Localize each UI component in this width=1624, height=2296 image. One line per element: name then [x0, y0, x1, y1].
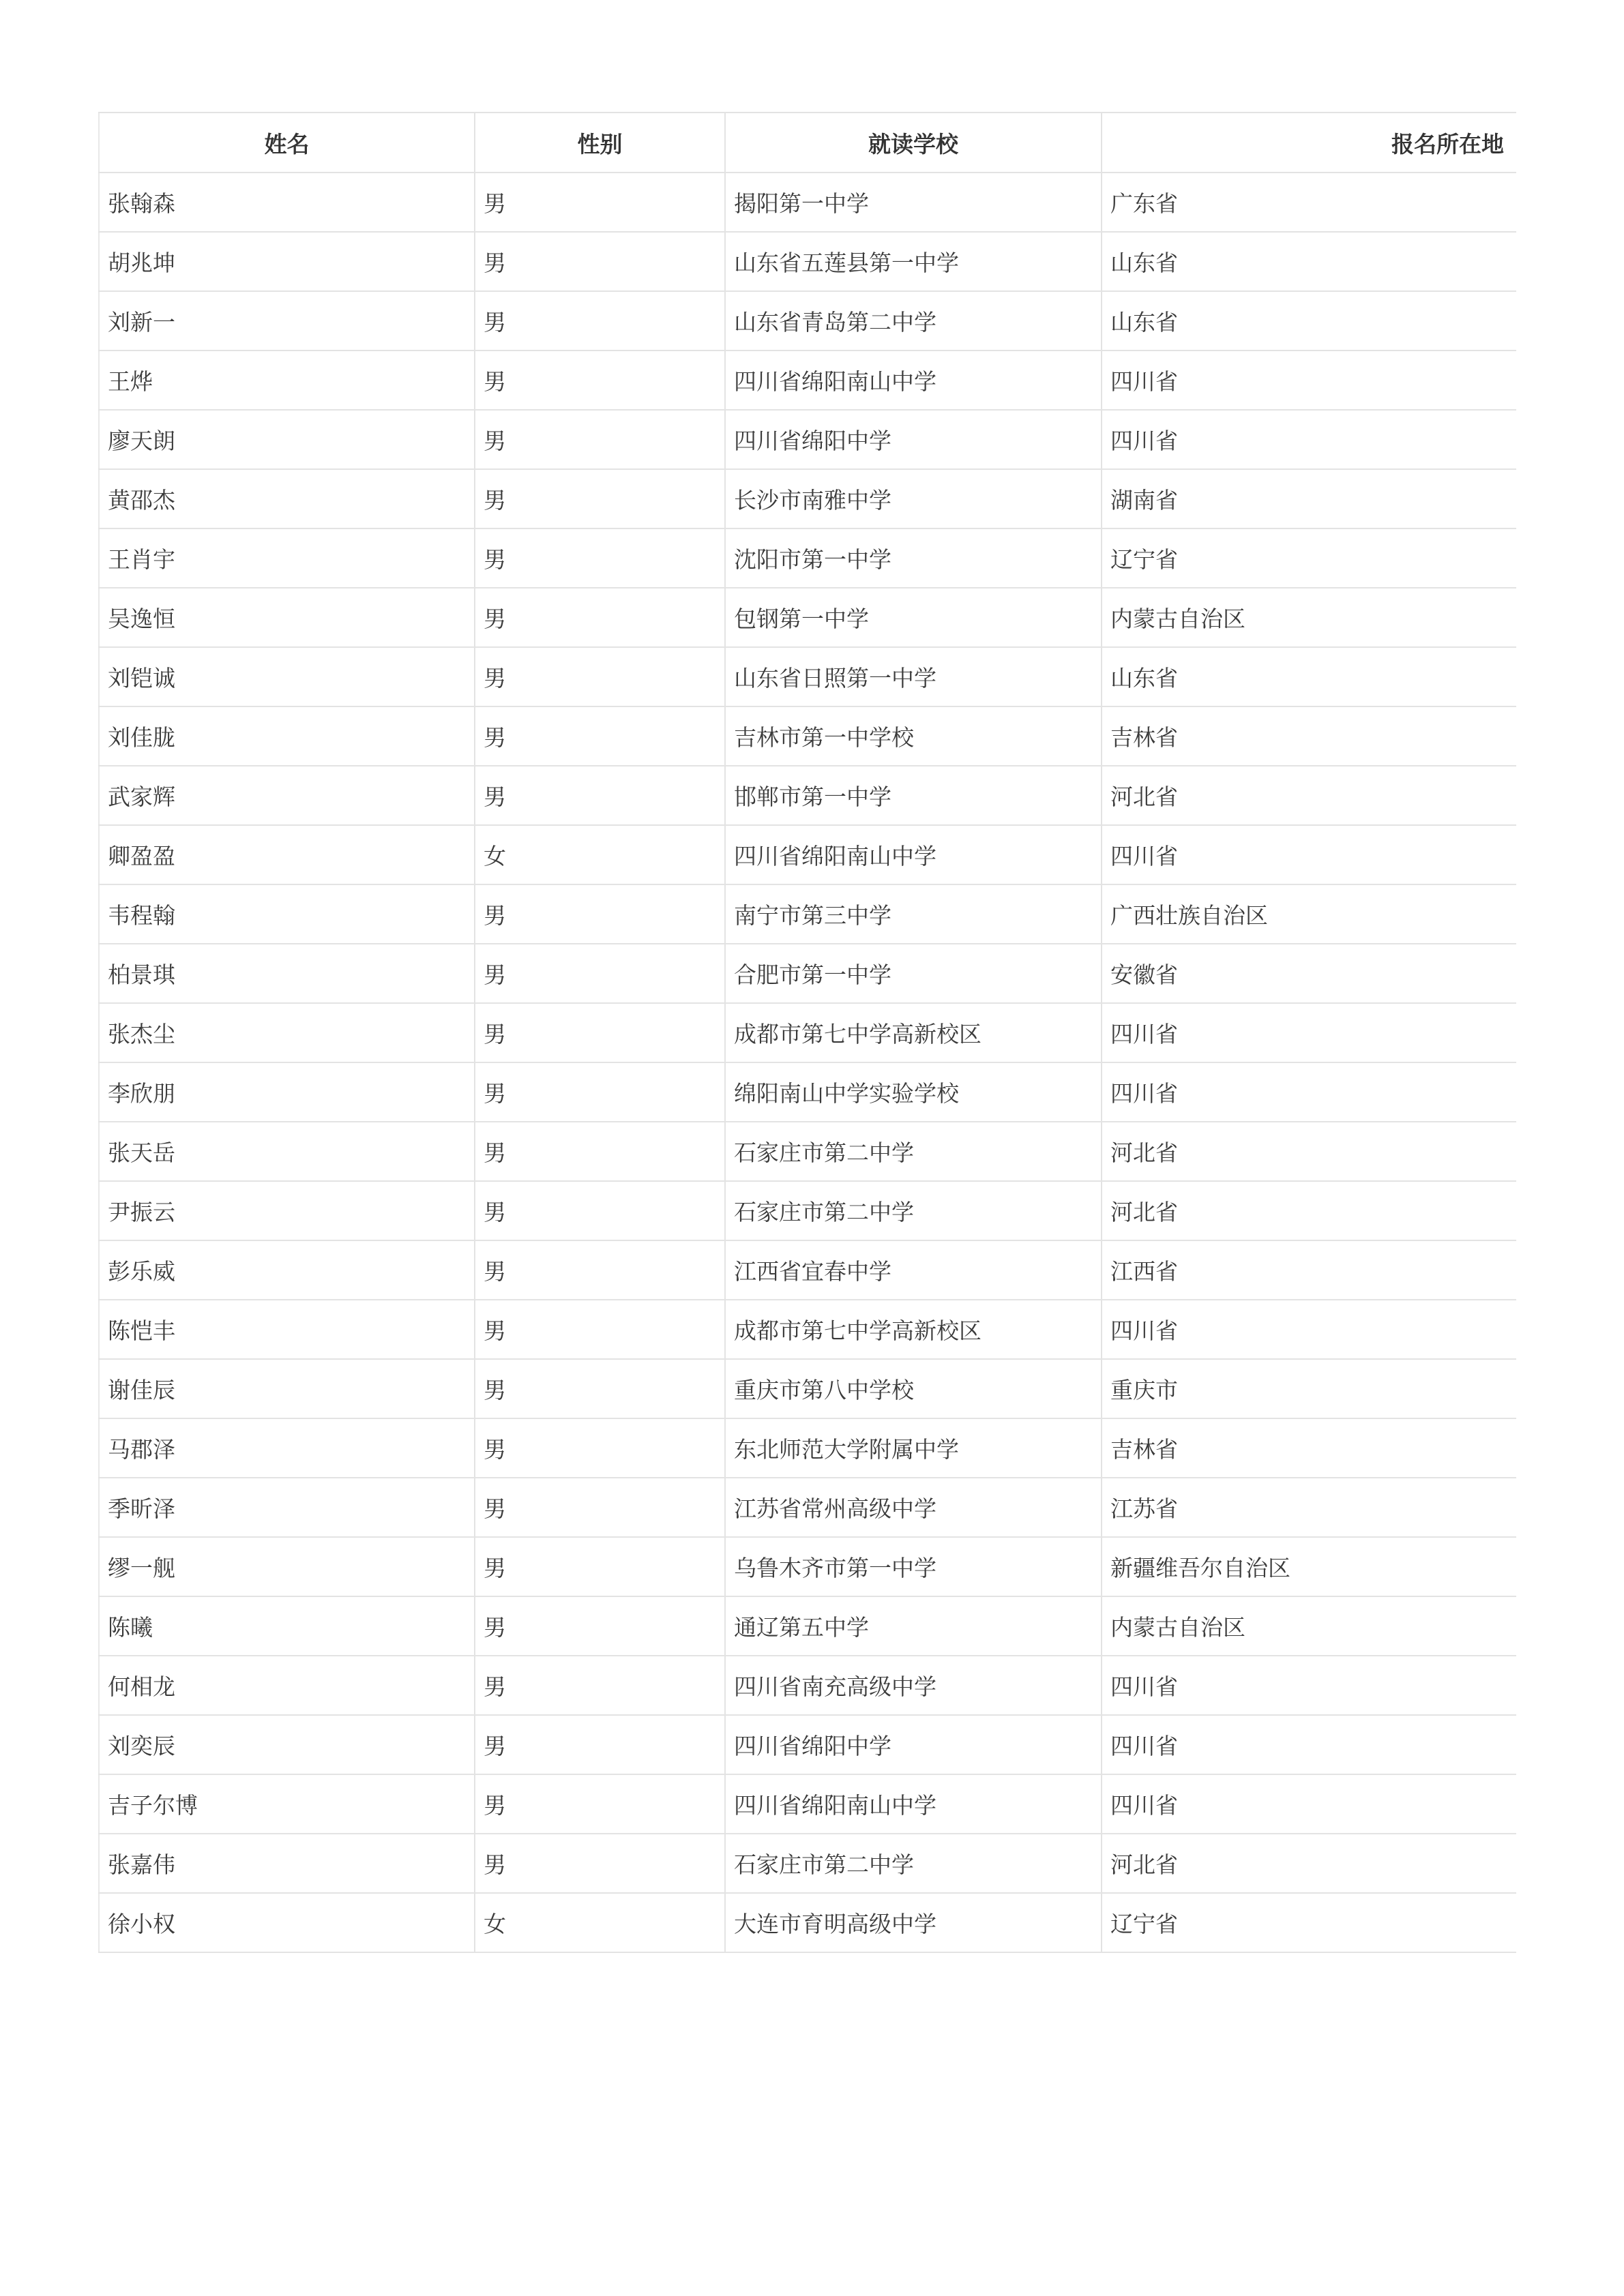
- cell-school: 重庆市第八中学校: [725, 1359, 1102, 1418]
- cell-gender: 男: [475, 173, 725, 232]
- table-row: [99, 766, 1516, 825]
- cell-school: 石家庄市第二中学: [725, 1834, 1102, 1893]
- table-row: [99, 1596, 1516, 1656]
- cell-gender: 男: [475, 232, 725, 291]
- cell-gender: 男: [475, 1240, 725, 1300]
- table-row: [99, 351, 1516, 410]
- cell-region: 内蒙古自治区: [1102, 588, 1516, 647]
- cell-region: 山东省: [1102, 647, 1516, 706]
- table-row: [99, 528, 1516, 588]
- cell-region: 广西壮族自治区: [1102, 884, 1516, 944]
- cell-region: 吉林省: [1102, 1418, 1516, 1478]
- column-header-name: 姓名: [99, 113, 475, 173]
- cell-region: 辽宁省: [1102, 528, 1516, 588]
- cell-school: 四川省南充高级中学: [725, 1656, 1102, 1715]
- cell-region: 四川省: [1102, 1300, 1516, 1359]
- cell-gender: 男: [475, 1003, 725, 1062]
- cell-school: 乌鲁木齐市第一中学: [725, 1537, 1102, 1596]
- cell-gender: 男: [475, 1418, 725, 1478]
- cell-school: 通辽第五中学: [725, 1596, 1102, 1656]
- cell-school: 山东省日照第一中学: [725, 647, 1102, 706]
- cell-name: 廖天朗: [99, 410, 475, 469]
- cell-gender: 男: [475, 1656, 725, 1715]
- cell-region: 四川省: [1102, 410, 1516, 469]
- column-header-gender: 性别: [475, 113, 725, 173]
- cell-gender: 男: [475, 647, 725, 706]
- cell-school: 四川省绵阳中学: [725, 1715, 1102, 1774]
- cell-region: 新疆维吾尔自治区: [1102, 1537, 1516, 1596]
- cell-gender: 男: [475, 1122, 725, 1181]
- cell-gender: 男: [475, 469, 725, 528]
- cell-name: 黄邵杰: [99, 469, 475, 528]
- table-row: [99, 1834, 1516, 1893]
- cell-name: 武家辉: [99, 766, 475, 825]
- cell-gender: 男: [475, 884, 725, 944]
- cell-name: 胡兆坤: [99, 232, 475, 291]
- column-header-region: 报名所在地: [1102, 113, 1516, 173]
- cell-name: 刘铠诚: [99, 647, 475, 706]
- cell-name: 谢佳辰: [99, 1359, 475, 1418]
- cell-region: 四川省: [1102, 1656, 1516, 1715]
- cell-gender: 男: [475, 1300, 725, 1359]
- cell-school: 四川省绵阳中学: [725, 410, 1102, 469]
- cell-school: 山东省青岛第二中学: [725, 291, 1102, 351]
- table-body: [99, 173, 1516, 1952]
- cell-name: 张翰森: [99, 173, 475, 232]
- cell-region: 河北省: [1102, 766, 1516, 825]
- cell-school: 南宁市第三中学: [725, 884, 1102, 944]
- cell-gender: 男: [475, 410, 725, 469]
- cell-school: 江苏省常州高级中学: [725, 1478, 1102, 1537]
- cell-school: 大连市育明高级中学: [725, 1893, 1102, 1952]
- table-row: [99, 647, 1516, 706]
- cell-school: 成都市第七中学高新校区: [725, 1003, 1102, 1062]
- table-row: [99, 884, 1516, 944]
- cell-gender: 女: [475, 825, 725, 884]
- cell-region: 吉林省: [1102, 706, 1516, 766]
- table-row: [99, 173, 1516, 232]
- cell-region: 山东省: [1102, 291, 1516, 351]
- cell-school: 石家庄市第二中学: [725, 1181, 1102, 1240]
- cell-region: 重庆市: [1102, 1359, 1516, 1418]
- cell-school: 江西省宜春中学: [725, 1240, 1102, 1300]
- cell-region: 四川省: [1102, 351, 1516, 410]
- cell-region: 四川省: [1102, 1003, 1516, 1062]
- cell-name: 刘奕辰: [99, 1715, 475, 1774]
- table-row: [99, 232, 1516, 291]
- cell-region: 河北省: [1102, 1122, 1516, 1181]
- table-row: [99, 1656, 1516, 1715]
- cell-region: 山东省: [1102, 232, 1516, 291]
- cell-gender: 男: [475, 706, 725, 766]
- cell-school: 四川省绵阳南山中学: [725, 825, 1102, 884]
- cell-name: 何相龙: [99, 1656, 475, 1715]
- cell-region: 河北省: [1102, 1181, 1516, 1240]
- cell-school: 沈阳市第一中学: [725, 528, 1102, 588]
- table-row: [99, 1774, 1516, 1834]
- cell-school: 揭阳第一中学: [725, 173, 1102, 232]
- cell-name: 缪一舰: [99, 1537, 475, 1596]
- table-row: [99, 1715, 1516, 1774]
- cell-gender: 男: [475, 1537, 725, 1596]
- table-row: [99, 291, 1516, 351]
- cell-region: 四川省: [1102, 1062, 1516, 1122]
- cell-gender: 男: [475, 291, 725, 351]
- cell-gender: 男: [475, 1715, 725, 1774]
- table-row: [99, 1418, 1516, 1478]
- cell-school: 东北师范大学附属中学: [725, 1418, 1102, 1478]
- table-row: [99, 825, 1516, 884]
- cell-region: 四川省: [1102, 1715, 1516, 1774]
- column-header-school: 就读学校: [725, 113, 1102, 173]
- cell-gender: 男: [475, 1062, 725, 1122]
- table-row: [99, 1478, 1516, 1537]
- table-row: [99, 1537, 1516, 1596]
- table-row: [99, 1300, 1516, 1359]
- cell-region: 四川省: [1102, 1774, 1516, 1834]
- cell-name: 徐小权: [99, 1893, 475, 1952]
- cell-region: 辽宁省: [1102, 1893, 1516, 1952]
- table-header: [99, 113, 1516, 173]
- cell-region: 四川省: [1102, 825, 1516, 884]
- table-row: [99, 944, 1516, 1003]
- cell-region: 内蒙古自治区: [1102, 1596, 1516, 1656]
- cell-gender: 男: [475, 766, 725, 825]
- cell-school: 绵阳南山中学实验学校: [725, 1062, 1102, 1122]
- cell-name: 刘佳胧: [99, 706, 475, 766]
- cell-school: 成都市第七中学高新校区: [725, 1300, 1102, 1359]
- table-row: [99, 1359, 1516, 1418]
- cell-name: 彭乐威: [99, 1240, 475, 1300]
- table-row: [99, 1122, 1516, 1181]
- table-row: [99, 1181, 1516, 1240]
- cell-name: 陈恺丰: [99, 1300, 475, 1359]
- cell-school: 包钢第一中学: [725, 588, 1102, 647]
- cell-name: 季昕泽: [99, 1478, 475, 1537]
- cell-name: 尹振云: [99, 1181, 475, 1240]
- cell-region: 安徽省: [1102, 944, 1516, 1003]
- cell-name: 吴逸恒: [99, 588, 475, 647]
- table-row: [99, 410, 1516, 469]
- cell-gender: 男: [475, 351, 725, 410]
- cell-name: 张天岳: [99, 1122, 475, 1181]
- table-row: [99, 1893, 1516, 1952]
- cell-name: 刘新一: [99, 291, 475, 351]
- cell-region: 广东省: [1102, 173, 1516, 232]
- cell-gender: 男: [475, 1834, 725, 1893]
- cell-school: 四川省绵阳南山中学: [725, 1774, 1102, 1834]
- cell-gender: 男: [475, 588, 725, 647]
- cell-name: 柏景琪: [99, 944, 475, 1003]
- student-roster-table: [98, 112, 1516, 1953]
- cell-name: 张嘉伟: [99, 1834, 475, 1893]
- cell-name: 吉子尔博: [99, 1774, 475, 1834]
- cell-name: 马郡泽: [99, 1418, 475, 1478]
- cell-name: 王肖宇: [99, 528, 475, 588]
- cell-name: 韦程翰: [99, 884, 475, 944]
- cell-school: 长沙市南雅中学: [725, 469, 1102, 528]
- cell-name: 陈曦: [99, 1596, 475, 1656]
- cell-gender: 男: [475, 1774, 725, 1834]
- cell-region: 江西省: [1102, 1240, 1516, 1300]
- cell-name: 李欣朋: [99, 1062, 475, 1122]
- cell-name: 张杰尘: [99, 1003, 475, 1062]
- cell-school: 合肥市第一中学: [725, 944, 1102, 1003]
- cell-name: 卿盈盈: [99, 825, 475, 884]
- cell-gender: 男: [475, 1478, 725, 1537]
- cell-gender: 女: [475, 1893, 725, 1952]
- cell-school: 邯郸市第一中学: [725, 766, 1102, 825]
- cell-region: 江苏省: [1102, 1478, 1516, 1537]
- cell-region: 河北省: [1102, 1834, 1516, 1893]
- table-row: [99, 1003, 1516, 1062]
- cell-gender: 男: [475, 1359, 725, 1418]
- table-row: [99, 469, 1516, 528]
- cell-school: 四川省绵阳南山中学: [725, 351, 1102, 410]
- cell-name: 王烨: [99, 351, 475, 410]
- table-row: [99, 1062, 1516, 1122]
- cell-gender: 男: [475, 1596, 725, 1656]
- table-row: [99, 706, 1516, 766]
- cell-region: 湖南省: [1102, 469, 1516, 528]
- cell-gender: 男: [475, 528, 725, 588]
- cell-school: 石家庄市第二中学: [725, 1122, 1102, 1181]
- table-row: [99, 588, 1516, 647]
- cell-school: 吉林市第一中学校: [725, 706, 1102, 766]
- cell-gender: 男: [475, 944, 725, 1003]
- cell-school: 山东省五莲县第一中学: [725, 232, 1102, 291]
- table-row: [99, 1240, 1516, 1300]
- table-header-row: [99, 113, 1516, 173]
- cell-gender: 男: [475, 1181, 725, 1240]
